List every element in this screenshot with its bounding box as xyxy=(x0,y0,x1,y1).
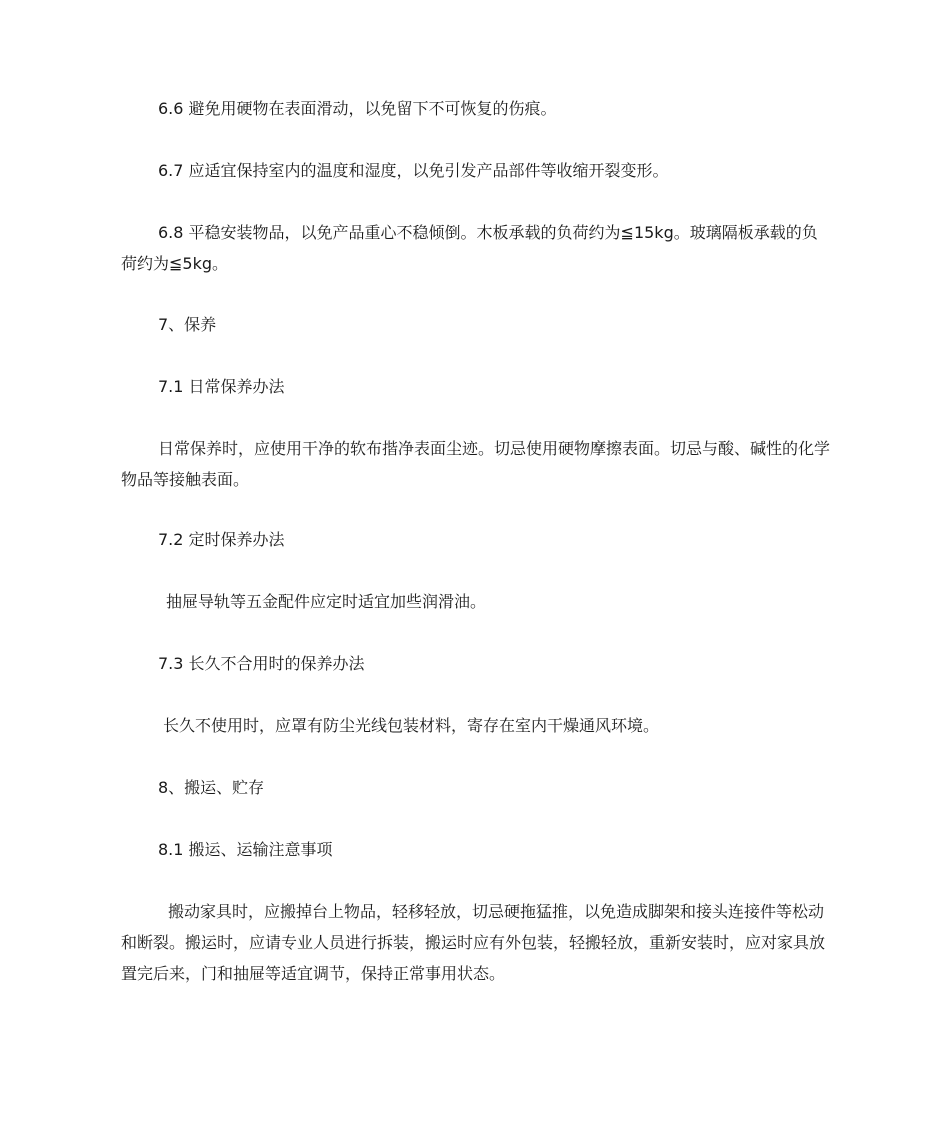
heading-section-7: 7、保养 xyxy=(158,315,217,334)
paragraph-7-3-body: 长久不使用时，应罩有防尘光线包装材料，寄存在室内干燥通风环境。 xyxy=(163,716,660,735)
heading-7-3: 7.3 长久不合用时的保养办法 xyxy=(158,654,365,673)
paragraph-7-2-body: 抽屉导轨等五金配件应定时适宜加些润滑油。 xyxy=(166,592,487,611)
heading-section-8: 8、搬运、贮存 xyxy=(158,778,265,797)
heading-8-1: 8.1 搬运、运输注意事项 xyxy=(158,840,333,859)
paragraph-6-8: 6.8 平稳安装物品，以免产品重心不稳倾倒。木板承载的负荷约为≦15kg。玻璃隔板承载的负荷约为≦5kg。 xyxy=(121,223,818,273)
paragraph-8-1-body: 搬动家具时，应搬掉台上物品，轻移轻放，切忌硬拖猛推，以免造成脚架和接头连接件等松动和断裂。搬运时，应请专业人员进行拆装，搬运时应有外包装，轻搬轻放，重新安装时，应对家具放置完后来，门和抽屉等适宜调节，保持正常事用状态。 xyxy=(121,902,826,983)
paragraph-7-1-body: 日常保养时，应使用干净的软布揩净表面尘迹。切忌使用硬物摩擦表面。切忌与酸、碱性的化学物品等接触表面。 xyxy=(121,439,831,489)
paragraph-6-6: 6.6 避免用硬物在表面滑动，以免留下不可恢复的伤痕。 xyxy=(158,99,557,118)
paragraph-6-7: 6.7 应适宜保持室内的温度和湿度，以免引发产品部件等收缩开裂变形。 xyxy=(158,161,669,180)
heading-7-2: 7.2 定时保养办法 xyxy=(158,530,285,549)
heading-7-1: 7.1 日常保养办法 xyxy=(158,377,285,396)
